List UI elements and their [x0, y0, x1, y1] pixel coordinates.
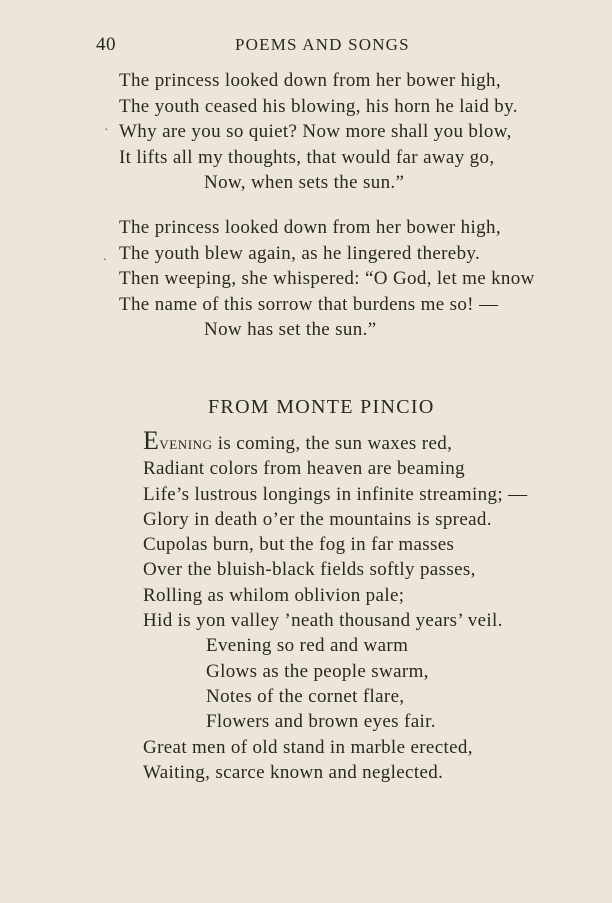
- poem-line: Rolling as whilom oblivion pale;: [143, 584, 405, 606]
- poem-line: Cupolas burn, but the fog in far masses: [143, 534, 455, 556]
- poem-line: Waiting, scarce known and neglected.: [143, 761, 444, 783]
- poem-line: It lifts all my thoughts, that would far away go,: [119, 146, 495, 168]
- poem-title: FROM MONTE PINCIO: [208, 396, 435, 418]
- poem-line: Evening so red and warm: [206, 635, 409, 657]
- poem-line: Why are you so quiet? Now more shall you blow,: [119, 121, 512, 143]
- stanza-2: [119, 215, 535, 343]
- poem-line: Glows as the people swarm,: [206, 660, 429, 682]
- running-title: POEMS AND SONGS: [235, 35, 410, 54]
- page-number: 40: [96, 34, 116, 55]
- poem-line: [143, 428, 527, 456]
- first-line-rest: is coming, the sun waxes red,: [212, 433, 453, 454]
- poem-line: Notes of the cornet flare,: [206, 685, 405, 707]
- margin-mark: ·: [104, 123, 109, 138]
- poem-line: Then weeping, she whispered: “O God, let me know: [119, 268, 535, 290]
- first-word: vening: [159, 433, 213, 454]
- poem-line: Now, when sets the sun.”: [204, 172, 405, 194]
- poem-line: Hid is yon valley ’neath thousand years’ veil.: [143, 610, 503, 632]
- poem-line: Glory in death o’er the mountains is spread.: [143, 508, 492, 530]
- poem-line: Over the bluish-black fields softly passes,: [143, 559, 476, 581]
- poem-line: The princess looked down from her bower high,: [119, 70, 501, 91]
- poem-line: The name of this sorrow that burdens me so! —: [119, 293, 499, 315]
- poem-line: The youth ceased his blowing, his horn he laid by.: [119, 95, 518, 117]
- poem-line: Radiant colors from heaven are beaming: [143, 458, 465, 480]
- poem-line: Life’s lustrous longings in infinite streaming; —: [143, 483, 528, 505]
- poem-line: The youth blew again, as he lingered thereby.: [119, 242, 481, 264]
- poem-line: The princess looked down from her bower high,: [119, 217, 501, 238]
- stanza-1: [119, 68, 518, 196]
- drop-cap: E: [143, 426, 160, 455]
- poem-2-body: [143, 428, 527, 785]
- poem-line: Now has set the sun.”: [204, 319, 377, 341]
- poem-line: Flowers and brown eyes fair.: [206, 711, 436, 733]
- poem-line: Great men of old stand in marble erected,: [143, 736, 473, 758]
- margin-mark: .: [103, 249, 107, 264]
